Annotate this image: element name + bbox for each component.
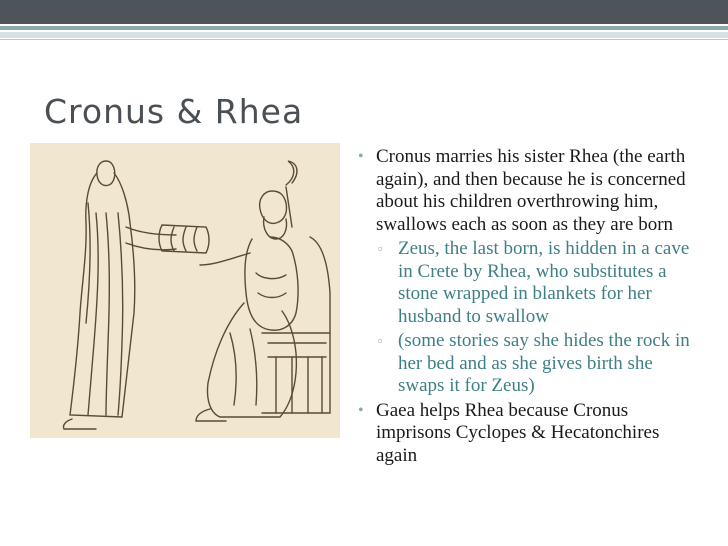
bullet-icon: • — [358, 401, 364, 419]
sub-bullet-text: Zeus, the last born, is hidden in a cave in Crete by Rhea, who substitutes a stone wrapped in blankets for her husband to swallow — [398, 238, 690, 327]
bullet-item — [358, 400, 698, 468]
bullet-text: Cronus marries his sister Rhea (the earth again), and then because he is concerned about his children overthrowing him, swallows each as soon as they are born — [376, 146, 686, 235]
header-accent-thin-line — [0, 39, 728, 40]
bullet-list — [358, 146, 698, 469]
header-accent-line — [0, 26, 728, 30]
header-bar — [0, 0, 728, 24]
header-accent-band — [0, 32, 728, 38]
engraving-icon — [30, 143, 340, 438]
bullet-text: Gaea helps Rhea because Cronus imprisons Cyclopes & Hecatonchires again — [376, 399, 660, 466]
cronus-rhea-illustration — [30, 143, 340, 438]
sub-bullet-item — [358, 330, 698, 398]
sub-bullet-item — [358, 238, 698, 328]
sub-bullet-icon: ▫ — [378, 333, 383, 348]
sub-bullet-text: (some stories say she hides the rock in her bed and as she gives birth she swaps it for Zeus) — [398, 330, 690, 396]
slide-title: Cronus & Rhea — [44, 92, 304, 131]
bullet-icon: • — [358, 148, 364, 165]
bullet-item — [358, 146, 698, 236]
sub-bullet-icon: ▫ — [378, 241, 383, 256]
